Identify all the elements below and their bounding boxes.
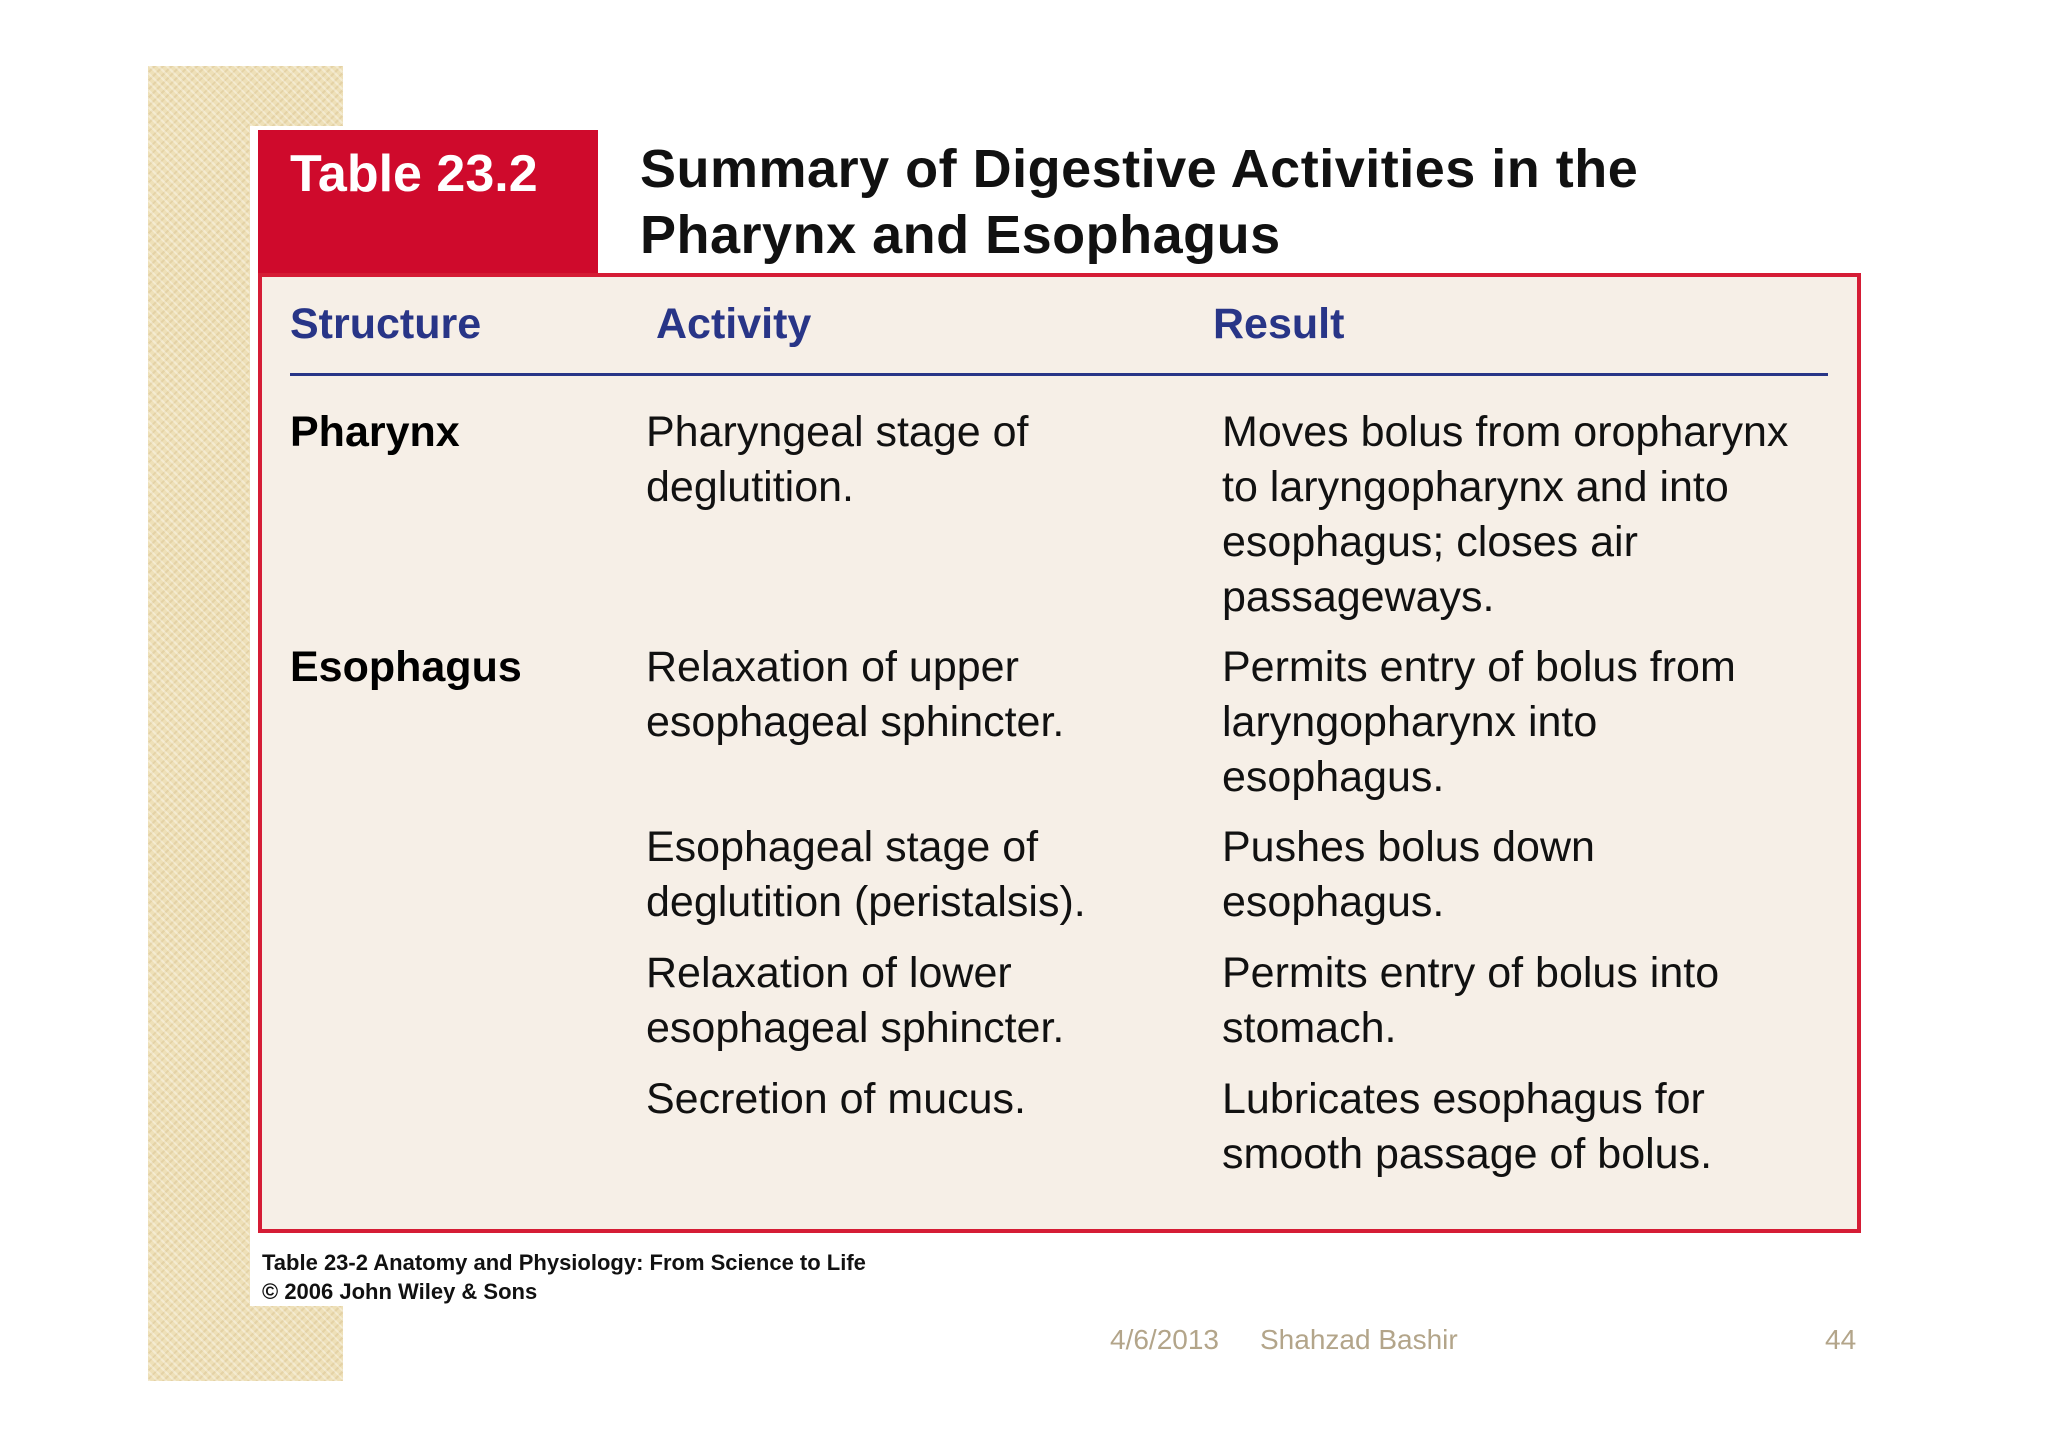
table-title (640, 136, 1790, 268)
footer-date: 4/6/2013 (1110, 1324, 1219, 1355)
result-line: esophagus. (1222, 878, 1445, 926)
result-line: Moves bolus from oropharynx (1222, 408, 1789, 456)
activity-line: Relaxation of lower (646, 949, 1012, 997)
activity-line: Secretion of mucus. (646, 1075, 1027, 1123)
caption-copyright: © 2006 John Wiley & Sons (262, 1279, 538, 1304)
result-line: smooth passage of bolus. (1222, 1130, 1713, 1178)
activity-line: esophageal sphincter. (646, 698, 1065, 746)
result-cell (1222, 1072, 1712, 1182)
header-structure: Structure (290, 300, 482, 348)
table-number-label: Table 23.2 (290, 145, 538, 203)
header-rule (290, 373, 1828, 376)
table-title-line-2: Pharynx and Esophagus (640, 205, 1281, 265)
result-cell (1222, 405, 1788, 625)
activity-cell (646, 946, 1064, 1056)
activity-line: deglutition (peristalsis). (646, 878, 1086, 926)
result-line: to laryngopharynx and into (1222, 463, 1729, 511)
table-title-line-1: Summary of Digestive Activities in the (640, 139, 1639, 199)
figure-caption (262, 1248, 866, 1306)
footer-page-number: 44 (1825, 1324, 1857, 1355)
structure-cell-pharynx: Pharynx (290, 408, 460, 456)
result-line: Permits entry of bolus from (1222, 643, 1736, 691)
result-line: laryngopharynx into (1222, 698, 1598, 746)
activity-line: Relaxation of upper (646, 643, 1019, 691)
activity-line: Pharyngeal stage of (646, 408, 1029, 456)
footer-author: Shahzad Bashir (1260, 1324, 1458, 1355)
result-line: Permits entry of bolus into (1222, 949, 1720, 997)
activity-cell (646, 820, 1086, 930)
result-line: esophagus; closes air (1222, 518, 1638, 566)
result-line: Lubricates esophagus for (1222, 1075, 1705, 1123)
caption-source: Table 23-2 Anatomy and Physiology: From Science to Life (262, 1250, 866, 1275)
header-result: Result (1213, 300, 1345, 348)
structure-cell-esophagus: Esophagus (290, 643, 522, 691)
activity-line: esophageal sphincter. (646, 1004, 1065, 1052)
result-line: passageways. (1222, 573, 1495, 621)
result-line: Pushes bolus down (1222, 823, 1595, 871)
activity-cell (646, 640, 1064, 750)
result-line: stomach. (1222, 1004, 1397, 1052)
result-line: esophagus. (1222, 753, 1445, 801)
activity-line: Esophageal stage of (646, 823, 1039, 871)
activity-cell (646, 1072, 1026, 1127)
result-cell (1222, 640, 1736, 805)
activity-line: deglutition. (646, 463, 854, 511)
table-number-tag (258, 130, 598, 278)
result-cell (1222, 820, 1595, 930)
header-activity: Activity (656, 300, 812, 348)
activity-cell (646, 405, 1029, 515)
result-cell (1222, 946, 1719, 1056)
